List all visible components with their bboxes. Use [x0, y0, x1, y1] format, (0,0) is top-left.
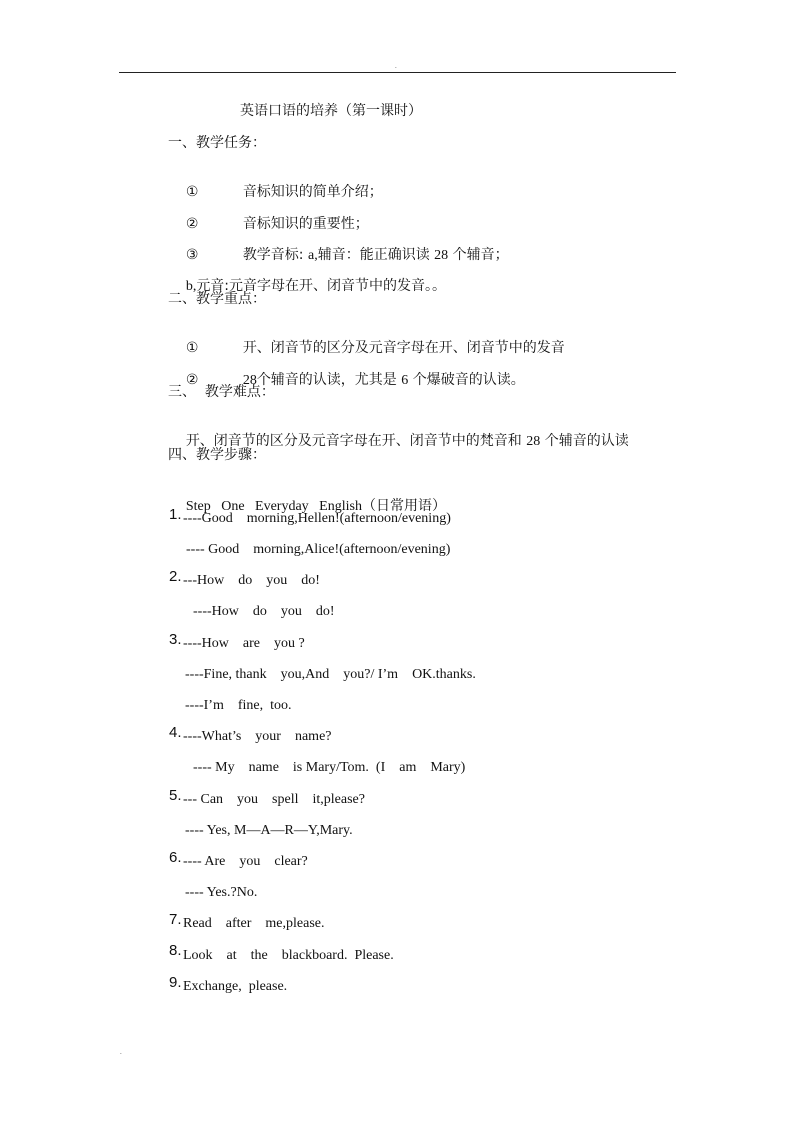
- dialogue-line: Exchange, please.: [183, 979, 288, 994]
- dialogue-number: 1.: [169, 506, 182, 523]
- document-title: 英语口语的培养（第一课时）: [240, 103, 422, 119]
- dialogue-line: Look at the blackboard. Please.: [183, 948, 394, 963]
- section-2-heading: 二、教学重点：: [168, 291, 266, 307]
- dialogue-line: ----How are you ?: [183, 636, 305, 651]
- dialogue-line: ---How do you do!: [183, 573, 320, 588]
- item-text: 个辅音的认读，尤其是: [256, 372, 402, 388]
- dialogue-line: Read after me,please.: [183, 916, 325, 931]
- dialogue-number: 5.: [169, 787, 182, 804]
- item-text: 开、闭音节的区分及元音字母在开、闭音节中的发音: [242, 340, 565, 356]
- dialogue-number: 8.: [169, 942, 182, 959]
- item-marker: ①: [185, 340, 199, 356]
- footer-dot: .: [120, 1048, 122, 1056]
- section-3-heading: 三、 教学难点：: [168, 384, 275, 400]
- section-1-heading: 一、教学任务：: [168, 135, 266, 151]
- dialogue-number: 2.: [169, 568, 182, 585]
- item-marker: ①: [185, 184, 199, 200]
- dialogue-line: ----How do you do!: [193, 604, 335, 619]
- dialogue-line: ---- Good morning,Alice!(afternoon/evening): [186, 542, 451, 557]
- step-label: Step One Everyday English: [185, 499, 362, 514]
- step-label-cn: （日常用语）: [361, 498, 446, 514]
- dialogue-line: ---- My name is Mary/Tom. (I am Mary): [193, 760, 466, 775]
- item-marker: ③: [185, 247, 199, 263]
- dialogue-number: 4.: [169, 724, 182, 741]
- item-text: 6: [401, 373, 409, 388]
- continuation-text: 元音:元音字母在开、闭音节中的发音。。: [196, 278, 447, 294]
- item-text: 个辅音；: [448, 247, 509, 263]
- difficulty-text: 开、闭音节的区分及元音字母在开、闭音节中的梵音和: [185, 433, 527, 449]
- item-text: 教学音标:: [242, 247, 308, 263]
- dialogue-line: --- Can you spell it,please?: [183, 792, 365, 807]
- item-text: 辅音：能正确识读: [317, 247, 435, 263]
- dialogue-line: ---- Are you clear?: [183, 854, 308, 869]
- continuation-label: b,: [185, 279, 197, 294]
- dialogue-line: ----Fine, thank you,And you?/ I’m OK.thanks.: [185, 667, 476, 682]
- header-rule: [119, 72, 676, 73]
- item-text: 音标知识的简单介绍；: [242, 184, 383, 200]
- item-text: a,: [307, 248, 318, 263]
- difficulty-text: 个辅音的认读: [540, 433, 629, 449]
- dialogue-number: 7.: [169, 911, 182, 928]
- dialogue-number: 3.: [169, 631, 182, 648]
- dialogue-line: ----What’s your name?: [183, 729, 332, 744]
- item-marker: ②: [185, 372, 199, 388]
- dialogue-line: ---- Yes, M—A—R—Y,Mary.: [185, 823, 353, 838]
- item-text: 个爆破音的认读。: [408, 372, 525, 388]
- dialogue-number: 9.: [169, 974, 182, 991]
- item-marker: ②: [185, 216, 199, 232]
- header-dot: .: [395, 62, 397, 70]
- difficulty-number: 28: [526, 434, 541, 449]
- item-text: 28: [434, 248, 449, 263]
- section-4-heading: 四、教学步骤：: [168, 447, 266, 463]
- dialogue-line: ---- Yes.?No.: [185, 885, 258, 900]
- dialogue-number: 6.: [169, 849, 182, 866]
- item-text: 音标知识的重要性；: [242, 216, 369, 232]
- dialogue-line: ----Good morning,Hellen!(afternoon/evening): [183, 511, 451, 526]
- dialogue-line: ----I’m fine, too.: [185, 698, 292, 713]
- item-text: 28: [242, 373, 257, 388]
